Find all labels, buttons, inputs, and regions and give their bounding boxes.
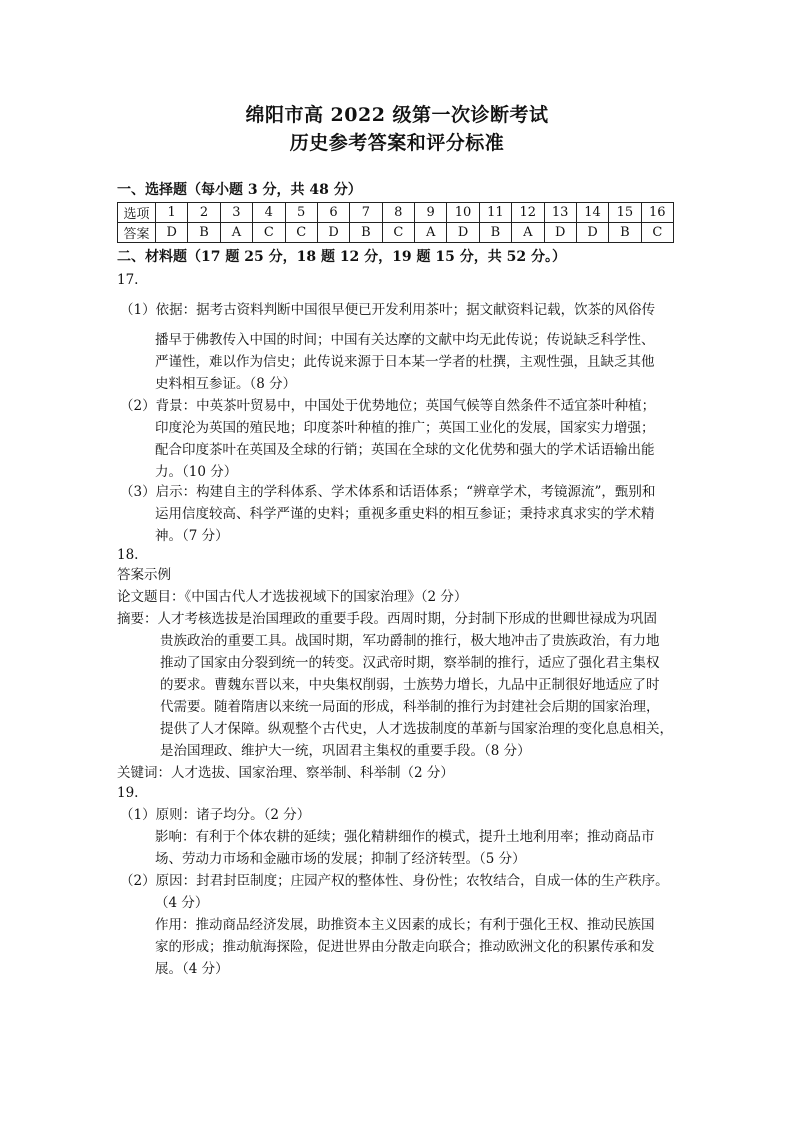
q18-abstract-line: 代需要。随着隋唐以来统一局面的形成，科举制的推行为封建社会后期的国家治理，	[160, 699, 660, 715]
answer-cell: B	[479, 223, 511, 243]
question-number-cell: 5	[285, 203, 317, 223]
question-number-cell: 9	[415, 203, 447, 223]
q17-part2-line: （2）背景：中英茶叶贸易中，中国处于优势地位；英国气候等自然条件不适宜茶叶种植；	[120, 398, 656, 414]
question-number-cell: 2	[188, 203, 220, 223]
q18-abstract-line: 的要求。曹魏东晋以来，中央集权削弱，士族势力增长，九品中正制很好地适应了时	[160, 677, 660, 693]
q17-part3-line: 神。（7 分）	[155, 528, 229, 544]
question-number-cell: 4	[253, 203, 285, 223]
q18-number: 18.	[117, 547, 139, 563]
answer-cell: B	[609, 223, 641, 243]
row-label: 选项	[118, 203, 156, 223]
q19-part1-line: 场、劳动力市场和金融市场的发展；抑制了经济转型。（5 分）	[155, 851, 526, 867]
answer-cell: A	[220, 223, 252, 243]
q17-part3-line: （3）启示：构建自主的学科体系、学术体系和话语体系；“辨章学术，考镜源流”，甄别和	[120, 484, 656, 500]
answer-cell: B	[350, 223, 382, 243]
answer-cell: D	[156, 223, 188, 243]
section2-heading: 二、材料题（17 题 25 分，18 题 12 分，19 题 15 分，共 52 分。）	[117, 249, 566, 265]
q18-paper-title: 论文题目：《中国古代人才选拔视域下的国家治理》（2 分）	[117, 589, 468, 605]
q18-keywords: 关键词：人才选拔、国家治理、察举制、科举制（2 分）	[117, 765, 454, 781]
section1-heading: 一、选择题（每小题 3 分，共 48 分）	[117, 182, 362, 198]
q19-number: 19.	[117, 785, 139, 801]
q17-part1-line: （1）依据：据考古资料判断中国很早便已开发利用茶叶；据文献资料记载，饮茶的风俗传	[120, 302, 656, 318]
q17-part2-line: 印度沦为英国的殖民地；印度茶叶种植的推广；英国工业化的发展，国家实力增强；	[155, 420, 655, 436]
q17-part1-line: 史料相互参证。（8 分）	[155, 376, 297, 392]
question-number-cell: 13	[544, 203, 576, 223]
question-number-cell: 12	[512, 203, 544, 223]
q17-number: 17.	[117, 272, 139, 288]
question-number-cell: 1	[156, 203, 188, 223]
q18-abstract-line: 贵族政治的重要工具。战国时期，军功爵制的推行，极大地冲击了贵族政治，有力地	[160, 633, 660, 649]
question-number-cell: 6	[317, 203, 349, 223]
answer-cell: D	[317, 223, 349, 243]
answer-cell: A	[512, 223, 544, 243]
q17-part1-line: 播早于佛教传入中国的时间；中国有关达摩的文献中均无此传说；传说缺乏科学性、	[155, 332, 655, 348]
q19-part1-line: （1）原则：诸子均分。（2 分）	[120, 807, 311, 823]
exam-title: 绵阳市高 2022 级第一次诊断考试	[245, 104, 549, 126]
q17-part2-line: 力。（10 分）	[155, 464, 238, 480]
q18-abstract-line: 摘要：人才考核选拔是治国理政的重要手段。西周时期，分封制下形成的世卿世禄成为巩固	[117, 611, 657, 627]
q18-sample-label: 答案示例	[117, 567, 171, 583]
exam-subtitle: 历史参考答案和评分标准	[289, 132, 505, 154]
answer-cell: C	[285, 223, 317, 243]
answer-cell: D	[544, 223, 576, 243]
q19-part2-line: 作用：推动商品经济发展，助推资本主义因素的成长；有利于强化王权、推动民族国	[155, 917, 655, 933]
q19-part2-line: 展。（4 分）	[155, 961, 229, 977]
row-label: 答案	[118, 223, 156, 243]
table-row	[118, 203, 674, 223]
question-number-cell: 7	[350, 203, 382, 223]
q17-part3-line: 运用信度较高、科学严谨的史料；重视多重史料的相互参证；秉持求真求实的学术精	[155, 506, 655, 522]
q17-part2-line: 配合印度茶叶在英国及全球的行销；英国在全球的文化优势和强大的学术话语输出能	[155, 442, 655, 458]
answer-cell: C	[253, 223, 285, 243]
answer-cell: D	[447, 223, 479, 243]
q18-abstract-line: 推动了国家由分裂到统一的转变。汉武帝时期，察举制的推行，适应了强化君主集权	[160, 655, 660, 671]
question-number-cell: 3	[220, 203, 252, 223]
answer-cell: A	[415, 223, 447, 243]
q17-part1-line: 严谨性，难以作为信史；此传说来源于日本某一学者的杜撰，主观性强，且缺乏其他	[155, 354, 655, 370]
answer-cell: D	[576, 223, 608, 243]
question-number-cell: 11	[479, 203, 511, 223]
q19-part2-line: （4 分）	[155, 895, 209, 911]
answer-table	[117, 202, 674, 243]
q19-part1-line: 影响：有利于个体农耕的延续；强化精耕细作的模式，提升土地利用率；推动商品市	[155, 829, 655, 845]
question-number-cell: 8	[382, 203, 414, 223]
question-number-cell: 14	[576, 203, 608, 223]
answer-cell: C	[382, 223, 414, 243]
q19-part2-line: （2）原因：封君封臣制度；庄园产权的整体性、身份性；农牧结合，自成一体的生产秩序。	[120, 873, 669, 889]
answer-cell: C	[641, 223, 673, 243]
q19-part2-line: 家的形成；推动航海探险，促进世界由分散走向联合；推动欧洲文化的积累传承和发	[155, 939, 655, 955]
answer-cell: B	[188, 223, 220, 243]
table-row	[118, 223, 674, 243]
question-number-cell: 16	[641, 203, 673, 223]
question-number-cell: 10	[447, 203, 479, 223]
q18-abstract-line: 是治国理政、维护大一统，巩固君主集权的重要手段。（8 分）	[160, 743, 531, 759]
question-number-cell: 15	[609, 203, 641, 223]
q18-abstract-line: 提供了人才保障。纵观整个古代史，人才选拔制度的革新与国家治理的变化息息相关，	[160, 721, 673, 737]
